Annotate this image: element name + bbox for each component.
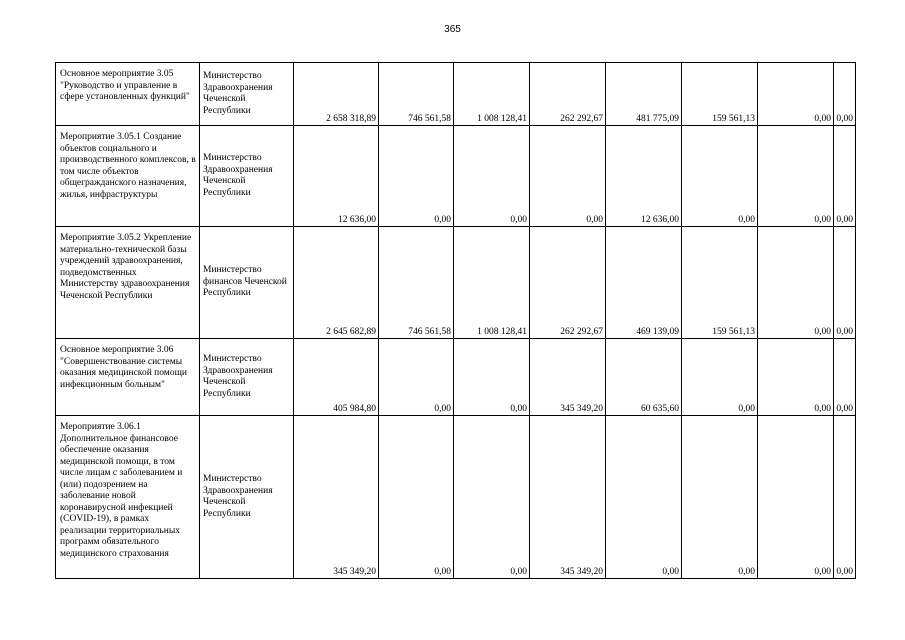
page-number: 365	[444, 24, 461, 35]
event-cell: Мероприятие 3.05.1 Создание объектов социального и производственного комплексов, в том числе объектов общегражданского назначения, жилья, инфраструктуры	[56, 126, 200, 227]
value-cell: 2 645 682,89	[294, 227, 379, 339]
value-cell: 60 635,60	[606, 339, 682, 416]
event-cell: Основное мероприятие 3.05 "Руководство и управление в сфере установленных функций"	[56, 63, 200, 126]
responsible-cell: Министерство Здравоохранения Чеченской Республики	[200, 63, 294, 126]
value-cell: 0,00	[682, 339, 758, 416]
value-cell: 345 349,20	[294, 416, 379, 579]
value-cell: 0,00	[379, 416, 454, 579]
value-cell: 0,00	[834, 227, 856, 339]
table-row	[56, 339, 856, 416]
value-cell: 0,00	[758, 416, 834, 579]
value-cell: 746 561,58	[379, 227, 454, 339]
value-cell: 0,00	[682, 126, 758, 227]
value-cell: 0,00	[834, 416, 856, 579]
value-cell: 1 008 128,41	[454, 227, 530, 339]
value-cell: 345 349,20	[530, 416, 606, 579]
value-cell: 0,00	[758, 339, 834, 416]
value-cell: 262 292,67	[530, 63, 606, 126]
table-row	[56, 227, 856, 339]
value-cell: 159 561,13	[682, 63, 758, 126]
value-cell: 405 984,80	[294, 339, 379, 416]
value-cell: 0,00	[758, 227, 834, 339]
value-cell: 746 561,58	[379, 63, 454, 126]
value-cell: 12 636,00	[294, 126, 379, 227]
event-cell: Мероприятие 3.05.2 Укрепление материально-технической базы учреждений здравоохранения, подведомственных Министерству здравоохранения Чеченской Республики	[56, 227, 200, 339]
value-cell: 0,00	[682, 416, 758, 579]
table-row	[56, 126, 856, 227]
event-cell: Основное мероприятие 3.06 "Совершенствование системы оказания медицинской помощи инфекционным больным"	[56, 339, 200, 416]
table-row	[56, 63, 856, 126]
value-cell: 0,00	[834, 126, 856, 227]
responsible-cell: Министерство финансов Чеченской Республики	[200, 227, 294, 339]
value-cell: 0,00	[758, 63, 834, 126]
value-cell: 481 775,09	[606, 63, 682, 126]
value-cell: 0,00	[834, 63, 856, 126]
value-cell: 469 139,09	[606, 227, 682, 339]
value-cell: 0,00	[530, 126, 606, 227]
value-cell: 12 636,00	[606, 126, 682, 227]
value-cell: 0,00	[758, 126, 834, 227]
value-cell: 0,00	[606, 416, 682, 579]
value-cell: 0,00	[454, 416, 530, 579]
value-cell: 159 561,13	[682, 227, 758, 339]
value-cell: 262 292,67	[530, 227, 606, 339]
table-row	[56, 416, 856, 579]
value-cell: 1 008 128,41	[454, 63, 530, 126]
value-cell: 0,00	[834, 339, 856, 416]
budget-table	[55, 62, 856, 579]
event-cell: Мероприятие 3.06.1 Дополнительное финансовое обеспечение оказания медицинской помощи, в том числе лицам с заболеванием и (или) подозрением на заболевание новой коронавирусной инфекцией (COVID-19), в рамках реализации территориальных программ обязательного медицинского страхования	[56, 416, 200, 579]
value-cell: 345 349,20	[530, 339, 606, 416]
value-cell: 0,00	[379, 339, 454, 416]
value-cell: 0,00	[454, 126, 530, 227]
value-cell: 0,00	[379, 126, 454, 227]
responsible-cell: Министерство Здравоохранения Чеченской Республики	[200, 416, 294, 579]
responsible-cell: Министерство Здравоохранения Чеченской Республики	[200, 339, 294, 416]
responsible-cell: Министерство Здравоохранения Чеченской Республики	[200, 126, 294, 227]
value-cell: 0,00	[454, 339, 530, 416]
value-cell: 2 658 318,89	[294, 63, 379, 126]
